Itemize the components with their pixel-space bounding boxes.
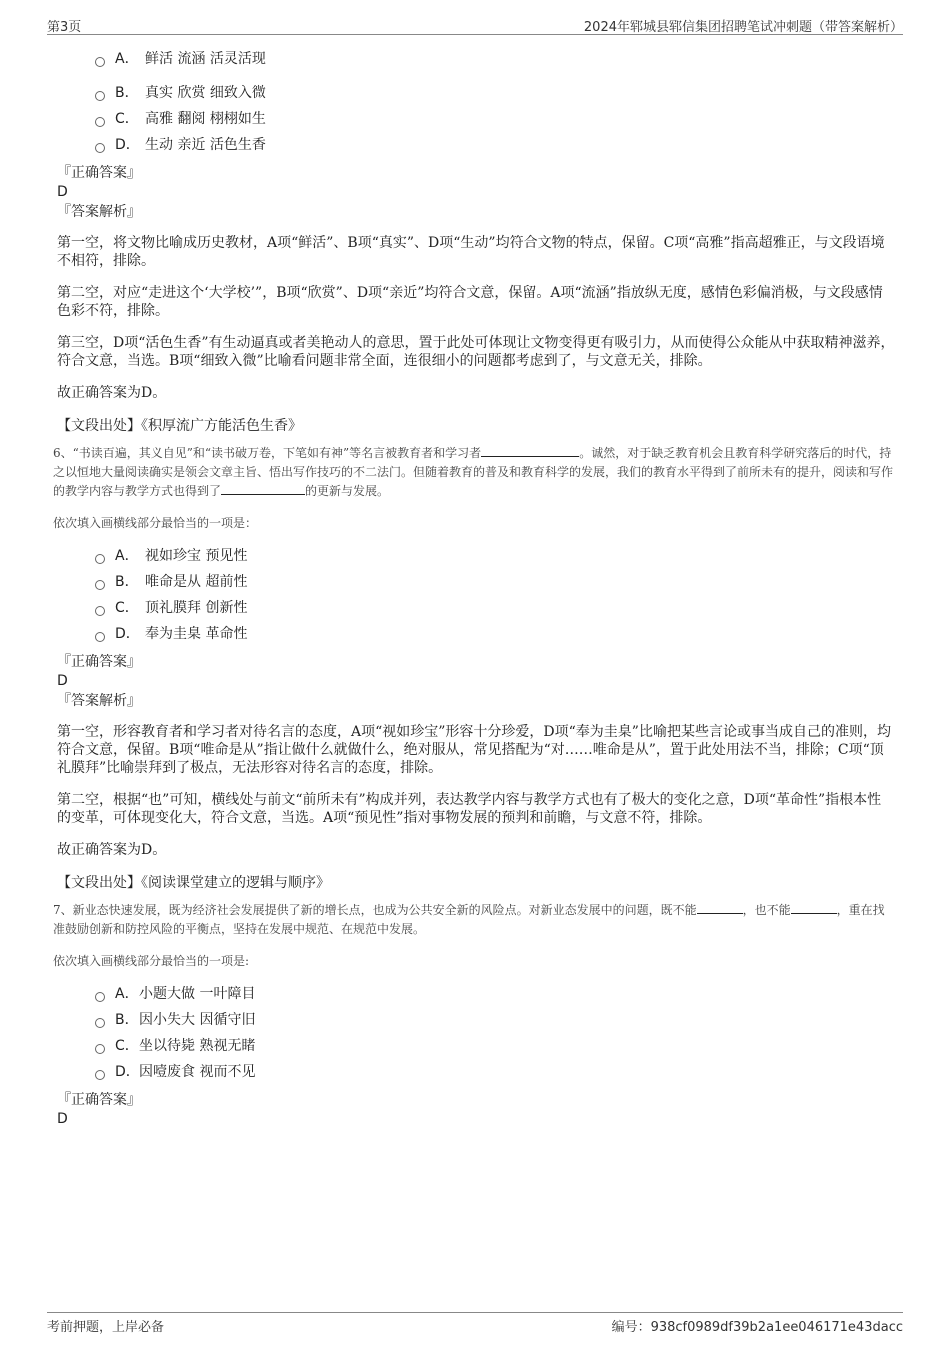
blank-line — [791, 913, 837, 914]
analysis-paragraph: 第一空，将文物比喻成历史教材，A项“鲜活”、B项“真实”、D项“生动”均符合文物的特点，保留。C项“高雅”指高超雅正，与文段语境不相符，排除。 — [57, 235, 885, 269]
option-c[interactable]: C． 高雅 翻阅 栩栩如生 — [95, 106, 897, 132]
radio-icon[interactable] — [95, 992, 105, 1002]
question-prompt: 依次填入画横线部分最恰当的一项是： — [53, 516, 258, 530]
option-d[interactable]: D．因噎废食 视而不见 — [95, 1059, 897, 1085]
correct-answer: D — [57, 673, 68, 689]
document-id: 编号：938cf0989df39b2a1ee046171e43dacc — [611, 1320, 903, 1335]
radio-icon[interactable] — [95, 57, 105, 67]
document-body — [53, 46, 897, 1128]
blank-line — [481, 456, 579, 457]
analysis-paragraph: 第三空，D项“活色生香”有生动逼真或者美艳动人的意思，置于此处可体现让文物变得更有吸引力，从而使得公众能从中获取精神滋养，符合文意，当选。B项“细致入微”比喻看问题非常全面，连很细小的问题都考虑到了，与文意无关，排除。 — [57, 335, 895, 369]
q6-options — [95, 543, 897, 647]
source-citation: 【文段出处】《积厚流广方能活色生香》 — [57, 418, 302, 434]
blank-line — [221, 494, 305, 495]
correct-answer: D — [57, 1111, 68, 1127]
correct-answer-label: 『正确答案』 — [57, 165, 141, 181]
question-7-text: 7、新业态快速发展，既为经济社会发展提供了新的增长点，也成为公共安全新的风险点。对新业态发展中的问题，既不能 ，也不能 ，重在找准鼓励创新和防控风险的平衡点，坚持在发展中规范、在规范中发展。 — [53, 903, 885, 936]
option-b[interactable]: B． 真实 欣赏 细致入微 — [95, 80, 897, 106]
question-6-text: 6、“书读百遍，其义自见”和“读书破万卷，下笔如有神”等名言被教育者和学习者 。诚然，对于缺乏教育机会且教育科学研究落后的时代，持之以恒地大量阅读确实是领会文章主旨、悟出写作技巧的不二法门。但随着教育的普及和教育科学的发展，我们的教育水平得到了前所未有的提升，阅读和写作的教学内容与教学方式也得到了 的更新与发展。 — [53, 446, 894, 498]
option-d[interactable]: D． 奉为圭臬 革命性 — [95, 621, 897, 647]
source-citation: 【文段出处】《阅读课堂建立的逻辑与顺序》 — [57, 875, 330, 891]
option-b[interactable]: B．因小失大 因循守旧 — [95, 1007, 897, 1033]
correct-answer-label: 『正确答案』 — [57, 654, 141, 670]
correct-answer: D — [57, 184, 68, 200]
correct-answer-label: 『正确答案』 — [57, 1092, 141, 1108]
blank-line — [697, 913, 743, 914]
option-c[interactable]: C． 顶礼膜拜 创新性 — [95, 595, 897, 621]
analysis-label: 『答案解析』 — [57, 693, 141, 709]
radio-icon[interactable] — [95, 632, 105, 642]
q7-options — [95, 981, 897, 1085]
radio-icon[interactable] — [95, 554, 105, 564]
radio-icon[interactable] — [95, 1070, 105, 1080]
document-title: 2024年郓城县郓信集团招聘笔试冲刺题（带答案解析） — [583, 20, 903, 35]
page-header — [47, 14, 903, 35]
analysis-paragraph: 第二空，对应“走进这个‘大学校’”，B项“欣赏”、D项“亲近”均符合文意，保留。A项“流涵”指放纵无度，感情色彩偏消极，与文段感情色彩不符，排除。 — [57, 285, 883, 319]
radio-icon[interactable] — [95, 1018, 105, 1028]
radio-icon[interactable] — [95, 606, 105, 616]
footer-slogan: 考前押题，上岸必备 — [47, 1320, 165, 1335]
option-c[interactable]: C．坐以待毙 熟视无睹 — [95, 1033, 897, 1059]
radio-icon[interactable] — [95, 91, 105, 101]
radio-icon[interactable] — [95, 580, 105, 590]
radio-icon[interactable] — [95, 1044, 105, 1054]
option-a[interactable]: A． 鲜活 流涵 活灵活现 — [95, 46, 897, 72]
question-prompt: 依次填入画横线部分最恰当的一项是: — [53, 954, 250, 968]
analysis-conclusion: 故正确答案为D。 — [57, 842, 167, 858]
page-number: 第3页 — [47, 20, 82, 35]
analysis-label: 『答案解析』 — [57, 204, 141, 220]
radio-icon[interactable] — [95, 143, 105, 153]
q5-options — [95, 46, 897, 158]
analysis-paragraph: 第二空，根据“也”可知，横线处与前文“前所未有”构成并列，表达教学内容与教学方式也有了极大的变化之意，D项“革命性”指根本性的变革，可体现变化大，符合文意，当选。A项“预见性”指对事物发展的预判和前瞻，与文意不符，排除。 — [57, 792, 882, 826]
option-b[interactable]: B． 唯命是从 超前性 — [95, 569, 897, 595]
page-footer — [47, 1312, 903, 1335]
analysis-paragraph: 第一空，形容教育者和学习者对待名言的态度，A项“视如珍宝”形容十分珍爱，D项“奉为圭臬”比喻把某些言论或事当成自己的准则，均符合文意，保留。B项“唯命是从”指让做什么就做什么，绝对服从，常见搭配为“对……唯命是从”，置于此处用法不当，排除；C项“顶礼膜拜”比喻崇拜到了极点，无法形容对待名言的态度，排除。 — [57, 724, 891, 776]
option-a[interactable]: A．小题大做 一叶障目 — [95, 981, 897, 1007]
analysis-conclusion: 故正确答案为D。 — [57, 385, 167, 401]
radio-icon[interactable] — [95, 117, 105, 127]
option-a[interactable]: A． 视如珍宝 预见性 — [95, 543, 897, 569]
option-d[interactable]: D． 生动 亲近 活色生香 — [95, 132, 897, 158]
